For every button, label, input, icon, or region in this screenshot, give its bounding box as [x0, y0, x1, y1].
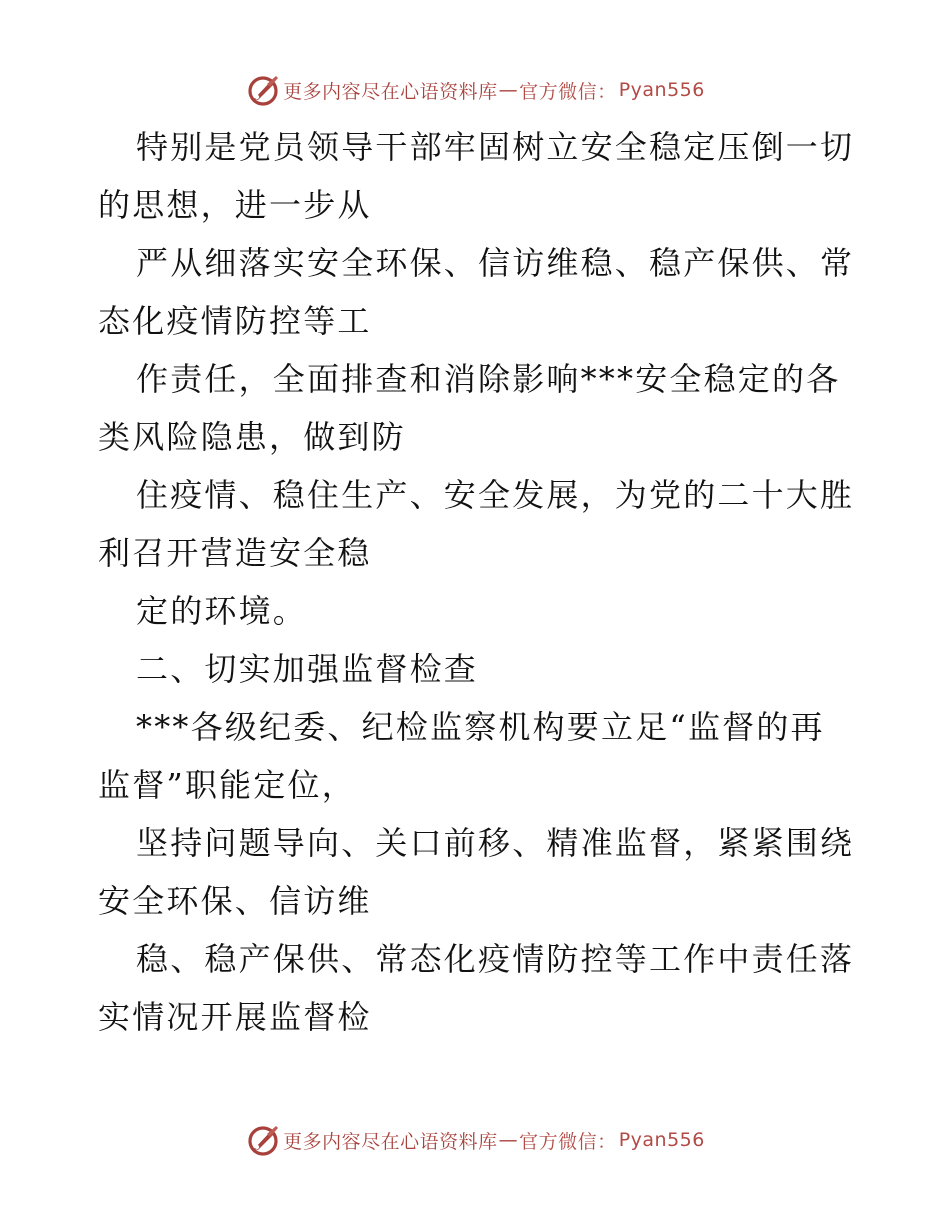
body-line: 作责任，全面排查和消除影响***安全稳定的各	[136, 360, 841, 398]
body-line: 住疫情、稳住生产、安全发展，为党的二十大胜	[136, 476, 855, 514]
footer-watermark	[0, 1120, 950, 1160]
watermark-wechat-id: Pyan556	[618, 79, 705, 101]
watermark-text: 更多内容尽在心语资料库	[283, 80, 498, 103]
body-line: 类风险隐患，做到防	[98, 418, 406, 456]
body-line: 特别是党员领导干部牢固树立安全稳定压倒一切	[136, 128, 855, 166]
watermark-contact-label: 官方微信：	[519, 80, 617, 103]
header-watermark	[0, 70, 950, 110]
body-line: 利召开营造安全稳	[98, 534, 372, 572]
quill-logo-icon	[245, 72, 281, 108]
quill-logo-icon	[245, 1122, 281, 1158]
watermark-separator: —	[498, 1129, 519, 1151]
body-line: 安全环保、信访维	[98, 882, 372, 920]
body-line: 态化疫情防控等工	[98, 302, 372, 340]
body-line: 严从细落实安全环保、信访维稳、稳产保供、常	[136, 244, 855, 282]
watermark-contact-label: 官方微信：	[519, 1130, 617, 1153]
watermark-separator: —	[498, 79, 519, 101]
body-line: 坚持问题导向、关口前移、精准监督，紧紧围绕	[136, 824, 855, 862]
body-line: ***各级纪委、纪检监察机构要立足“监督的再	[136, 708, 825, 746]
body-line: 监督”职能定位，	[98, 766, 356, 804]
body-line: 实情况开展监督检	[98, 998, 372, 1036]
body-line: 稳、稳产保供、常态化疫情防控等工作中责任落	[136, 940, 855, 978]
body-line: 的思想，进一步从	[98, 186, 372, 224]
body-line: 定的环境。	[136, 592, 308, 630]
section-heading: 二、切实加强监督检查	[136, 650, 479, 688]
watermark-text: 更多内容尽在心语资料库	[283, 1130, 498, 1153]
watermark-wechat-id: Pyan556	[618, 1129, 705, 1151]
